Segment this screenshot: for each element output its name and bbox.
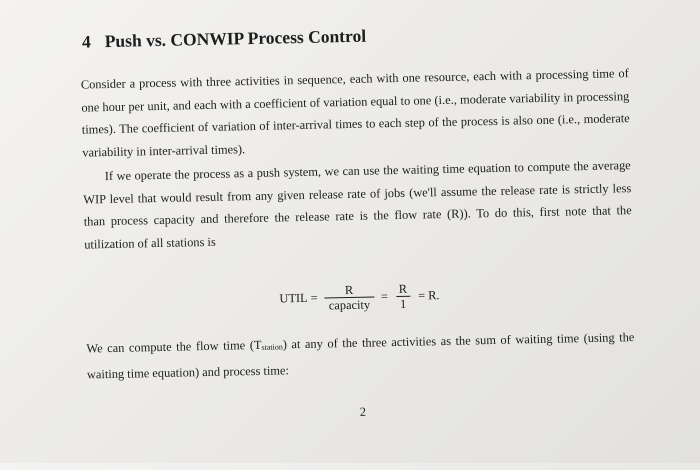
formula-lhs: UTIL <box>279 290 308 306</box>
formula-equals-2: = <box>380 289 389 304</box>
paragraph-3-end: ) at any of the three activities as the sum of waiting time (using the waiting time equation) and process time: <box>86 330 635 382</box>
formula-result: R. <box>428 288 440 303</box>
fraction-2-denominator: 1 <box>396 296 411 311</box>
paragraph-1: Consider a process with three activities in sequence, each with one resource, each with a processing time of one hour per unit, and each with a coefficient of variation equal to one (i.e., moderate variability in processing times). The coefficient of variation of inter-arrival times to each step of the process is also one (i.e., moderate variability in inter-arrival times). <box>80 66 630 160</box>
paragraph-3 <box>86 326 635 385</box>
paragraph-2: If we operate the process as a push system, we can use the waiting time equation to compute the average WIP level that would result from any given release rate of jobs (we'll assume the release rate is strictly less than process capacity and therefore the release rate is the flow rate (R)). To do this, first note that the utilization of all stations is <box>83 158 632 252</box>
station-subscript: station <box>261 342 283 352</box>
fraction-1-numerator: R <box>344 282 354 298</box>
formula-equals-1: = <box>310 290 318 305</box>
section-title: Push vs. CONWIP Process Control <box>104 25 367 52</box>
formula-fraction-2 <box>395 282 412 311</box>
page-number: 2 <box>359 404 367 419</box>
paragraph-3-start: We can compute the flow time (T <box>86 337 262 356</box>
formula-equals-3: = <box>418 288 426 303</box>
formula-fraction-1 <box>324 283 374 313</box>
fraction-1-denominator: capacity <box>325 297 375 313</box>
section-heading <box>82 26 367 53</box>
section-number: 4 <box>81 31 91 52</box>
utilization-formula <box>279 281 440 313</box>
fraction-2-numerator: R <box>398 281 408 296</box>
